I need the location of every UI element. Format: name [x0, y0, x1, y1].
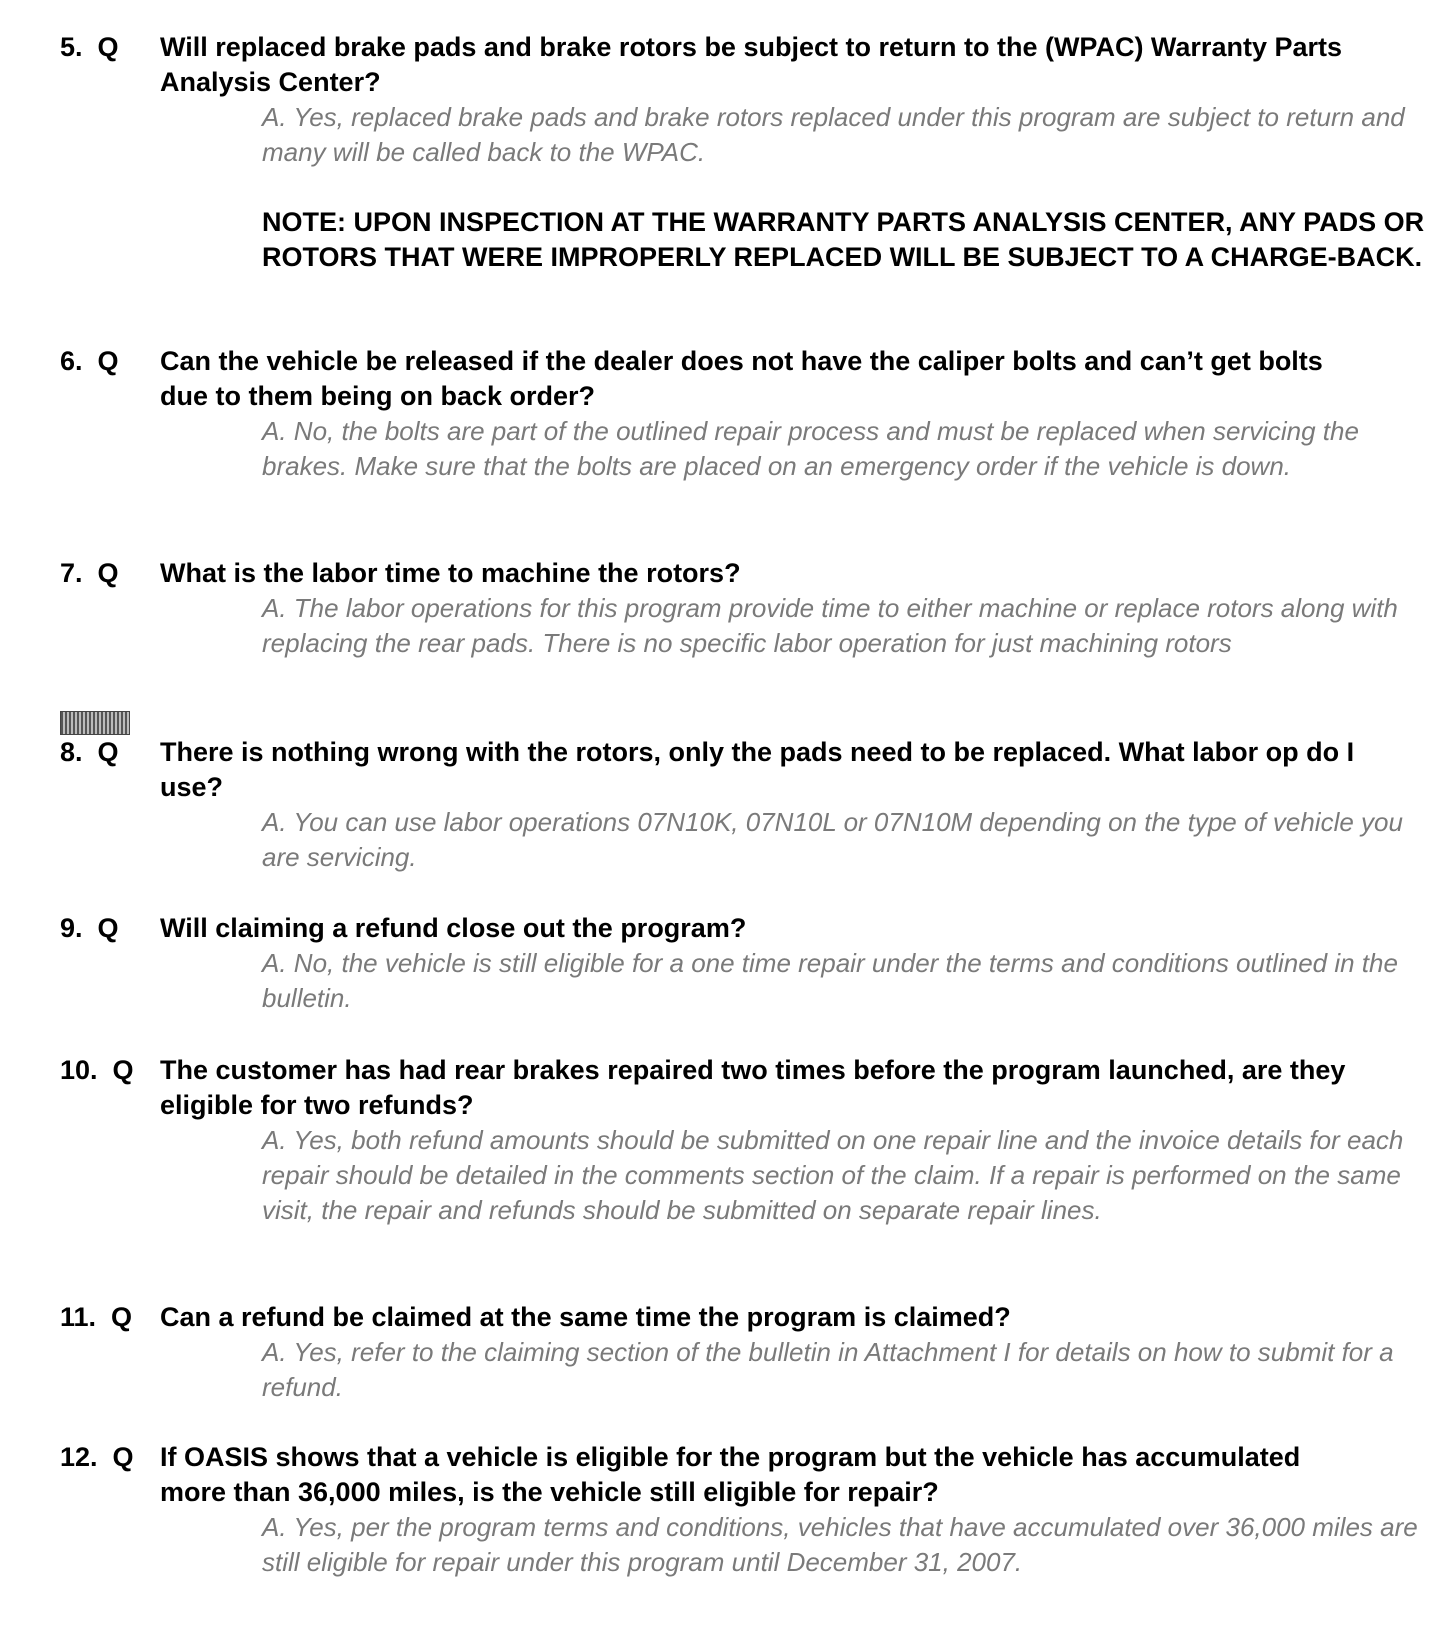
question-number: 9. Q — [60, 913, 119, 943]
question-text: The customer has had rear brakes repaired two times before the program launched, are they eligible for two refunds? — [160, 1055, 1346, 1120]
question-number: 12. Q — [60, 1442, 134, 1472]
question-number: 10. Q — [60, 1055, 134, 1085]
question-number: 7. Q — [60, 558, 119, 588]
answer-text: A. No, the bolts are part of the outlined repair process and must be replaced when servicing the brakes. Make sure that the bolts are placed on an emergency order if the vehicle is down. — [262, 416, 1359, 481]
question-number: 5. Q — [60, 32, 119, 62]
question-text: Can a refund be claimed at the same time the program is claimed? — [160, 1302, 1011, 1332]
answer-text: A. Yes, replaced brake pads and brake rotors replaced under this program are subject to return and many will be called back to the WPAC. — [262, 102, 1405, 167]
question-text: What is the labor time to machine the rotors? — [160, 558, 741, 588]
answer-text: A. Yes, both refund amounts should be submitted on one repair line and the invoice details for each repair should be detailed in the comments section of the claim. If a repair is performed on the same visit, the repair and refunds should be submitted on separate repair lines. — [262, 1125, 1404, 1225]
question-number: 6. Q — [60, 346, 119, 376]
question-text: Will replaced brake pads and brake rotors be subject to return to the (WPAC) Warranty Parts Analysis Center? — [160, 32, 1343, 97]
qa-item-5 — [60, 30, 1440, 275]
qa-item-12 — [60, 1440, 1440, 1580]
answer-text: A. Yes, refer to the claiming section of the bulletin in Attachment I for details on how to submit for a refund. — [262, 1337, 1394, 1402]
question-text: If OASIS shows that a vehicle is eligible for the program but the vehicle has accumulated more than 36,000 miles, is the vehicle still eligible for repair? — [160, 1442, 1301, 1507]
question-number: 8. Q — [60, 737, 119, 767]
stamp-marker — [60, 711, 130, 735]
question-text: Can the vehicle be released if the dealer does not have the caliper bolts and can’t get bolts due to them being on back order? — [160, 346, 1323, 411]
note-text: NOTE: UPON INSPECTION AT THE WARRANTY PARTS ANALYSIS CENTER, ANY PADS OR ROTORS THAT WERE IMPROPERLY REPLACED WILL BE SUBJECT TO A CHARGE-BACK. — [262, 207, 1425, 272]
qa-item-9 — [60, 911, 1440, 1016]
qa-item-6 — [60, 344, 1440, 484]
qa-item-10 — [60, 1053, 1440, 1228]
answer-text: A. Yes, per the program terms and conditions, vehicles that have accumulated over 36,000 miles are still eligible for repair under this program until December 31, 2007. — [262, 1512, 1418, 1577]
question-number: 11. Q — [60, 1302, 133, 1332]
answer-text: A. The labor operations for this program provide time to either machine or replace rotors along with replacing the rear pads. There is no specific labor operation for just machining rotors — [262, 593, 1398, 658]
answer-text: A. No, the vehicle is still eligible for a one time repair under the terms and conditions outlined in the bulletin. — [262, 948, 1398, 1013]
question-text: There is nothing wrong with the rotors, only the pads need to be replaced. What labor op do I use? — [160, 737, 1355, 802]
question-text: Will claiming a refund close out the program? — [160, 913, 747, 943]
qa-item-8 — [60, 735, 1440, 875]
answer-text: A. You can use labor operations 07N10K, 07N10L or 07N10M depending on the type of vehicle you are servicing. — [262, 807, 1403, 872]
qa-item-11 — [60, 1300, 1440, 1405]
qa-item-7 — [60, 556, 1440, 661]
